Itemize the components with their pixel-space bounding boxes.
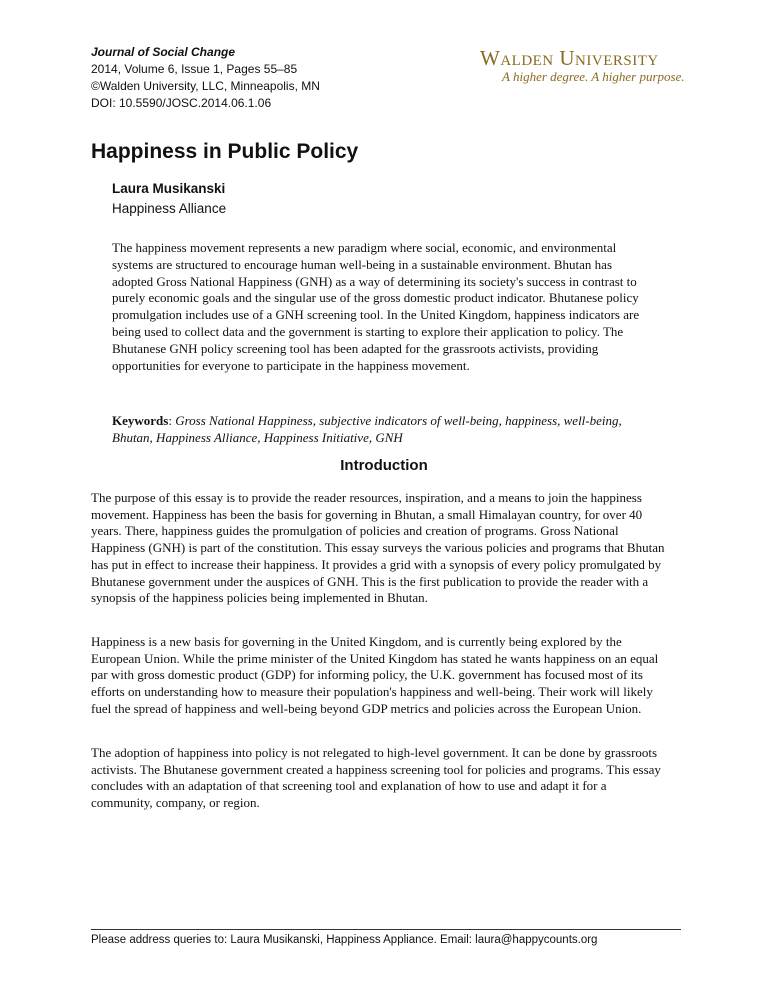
keywords-separator: :	[168, 413, 176, 428]
paper-title: Happiness in Public Policy	[91, 140, 359, 163]
author-affiliation: Happiness Alliance	[112, 201, 227, 216]
logo-wordmark: Walden University	[480, 46, 659, 70]
keywords-list: Gross National Happiness, subjective indicators of well-being, happiness, well-being, Bhutan, Happiness Alliance, Happiness Initiative, GNH	[112, 413, 622, 445]
introduction-paragraph-3: The adoption of happiness into policy is not relegated to high-level government. It can be done by grassroots activists. The Bhutanese government created a happiness screening tool for policies and programs. This essay concludes with an adaptation of that screening tool and explanation of how to use and adapt it for a community, company, or region.	[91, 745, 661, 811]
author-name: Laura Musikanski	[112, 181, 226, 196]
keywords	[112, 413, 652, 447]
footer-note: Please address queries to: Laura Musikanski, Happiness Appliance. Email: laura@happycounts.org	[91, 934, 598, 946]
keywords-label: Keywords	[112, 413, 169, 428]
journal-volume-pages: 2014, Volume 6, Issue 1, Pages 55–85	[91, 62, 298, 76]
walden-university-logo	[480, 46, 685, 85]
introduction-heading: Introduction	[340, 457, 428, 474]
journal-name: Journal of Social Change	[91, 45, 236, 59]
footer-divider	[91, 929, 681, 930]
logo-tagline: A higher degree. A higher purpose.	[502, 69, 685, 84]
abstract: The happiness movement represents a new paradigm where social, economic, and environmental systems are structured to encourage human well-being in a sustainable environment. Bhutan has adopted Gross National Happiness (GNH) as a way of determining its society's success in contrast to purely economic goals and the singular use of the gross domestic product indicator. Bhutanese policy promulgation includes use of a GNH screening tool. In the United Kingdom, happiness indicators are being used to collect data and the government is starting to explore their application to policy. The Bhutanese GNH policy screening tool has been adapted for the grassroots activists, providing opportunities for everyone to participate in the happiness movement.	[112, 240, 640, 373]
author-block	[112, 179, 226, 219]
journal-doi: DOI: 10.5590/JOSC.2014.06.1.06	[91, 96, 272, 110]
introduction-paragraph-1: The purpose of this essay is to provide the reader resources, inspiration, and a means to join the happiness movement. Happiness has been the basis for governing in Bhutan, a small Himalayan country, for over 40 years. There, happiness guides the promulgation of policies and creation of programs. Gross National Happiness (GNH) is part of the constitution. This essay surveys the various policies and programs that Bhutan has put in effect to increase their happiness. It provides a grid with a synopsis of every policy promulgated by Bhutanese government under the auspices of GNH. This is the first publication to provide the reader with a synopsis of the happiness policies being implemented in Bhutan.	[91, 490, 665, 606]
journal-copyright: ©Walden University, LLC, Minneapolis, MN	[91, 79, 320, 93]
journal-header	[91, 44, 320, 112]
introduction-paragraph-2: Happiness is a new basis for governing in the United Kingdom, and is currently being explored by the European Union. While the prime minister of the United Kingdom has stated he wants happiness on an equal par with gross domestic product (GDP) for informing policy, the U.K. government has focused most of its efforts on understanding how to measure their population's happiness and well-being. Their work will likely fuel the spread of happiness and well-being beyond GDP metrics and policies across the European Union.	[91, 634, 659, 716]
